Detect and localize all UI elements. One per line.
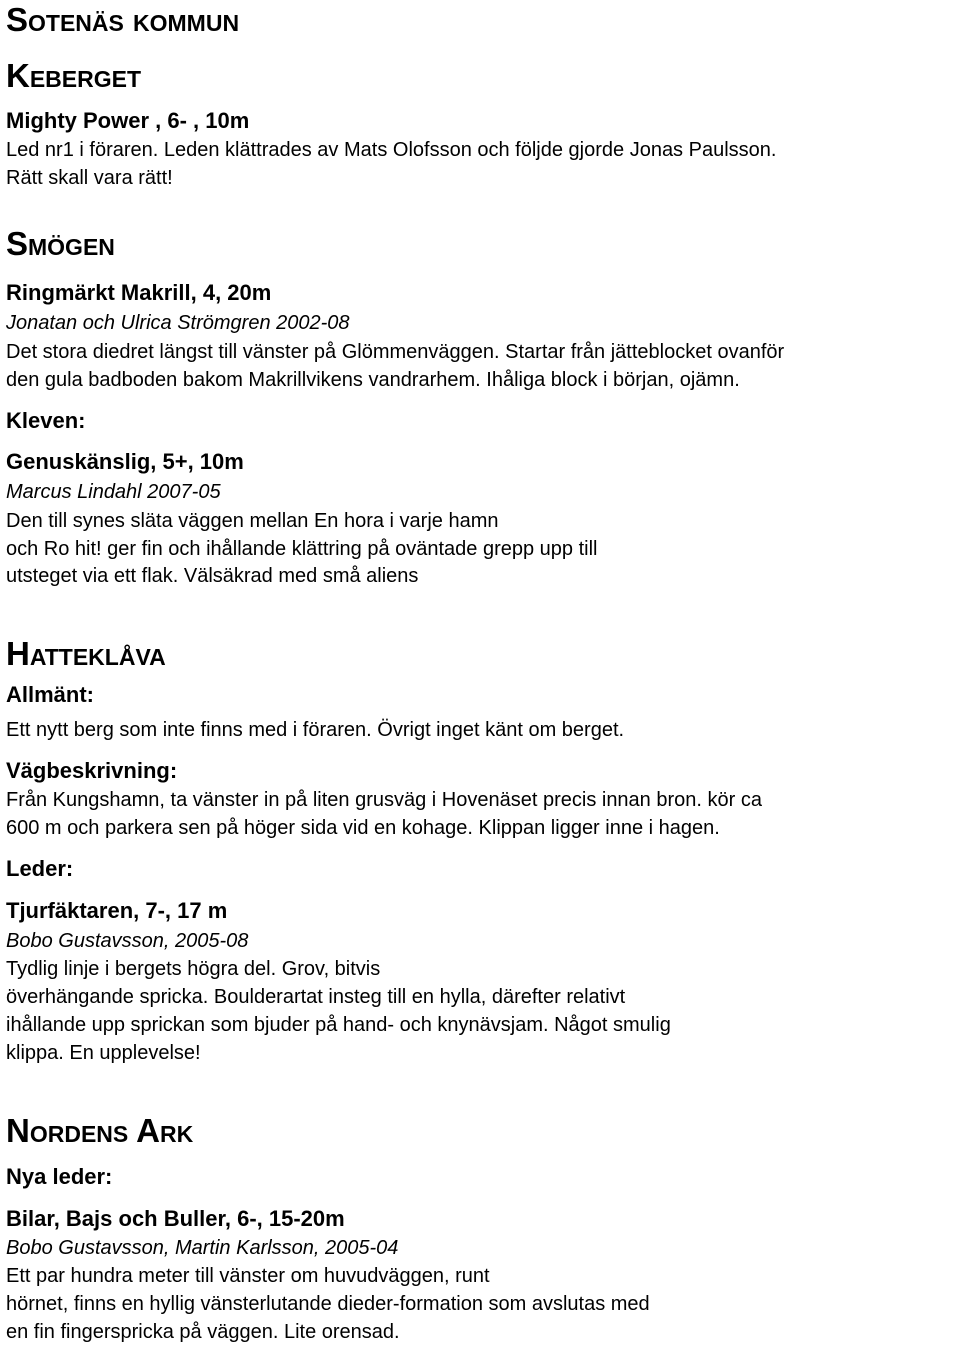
route-description-line: och Ro hit! ger fin och ihållande klättring på oväntade grepp upp till <box>6 538 598 560</box>
route-description-line: ihållande upp sprickan som bjuder på hand- och knynävsjam. Något smulig <box>6 1014 671 1036</box>
section-heading-nordens-ark: Nordens Ark <box>6 1112 194 1149</box>
page-title: Sotenäs kommun <box>6 1 240 38</box>
route-description-line: Ett par hundra meter till vänster om huvudväggen, runt <box>6 1265 490 1287</box>
label-directions: Vägbeskrivning: <box>6 758 178 783</box>
route-description-line: Den till synes släta väggen mellan En hora i varje hamn <box>6 510 499 532</box>
route-description-line: Tydlig linje i bergets högra del. Grov, bitvis <box>6 958 381 980</box>
section-heading-hatteklava: Hatteklåva <box>6 635 166 672</box>
route-description-line: överhängande spricka. Boulderartat insteg till en hylla, därefter relativt <box>6 986 626 1008</box>
route-description-line: den gula badboden bakom Makrillvikens vandrarhem. Ihåliga block i början, ojämn. <box>6 369 740 391</box>
route-first-ascent: Bobo Gustavsson, 2005-08 <box>6 930 249 952</box>
route-description-line: klippa. En upplevelse! <box>6 1042 201 1064</box>
route-description-line: Rätt skall vara rätt! <box>6 167 173 189</box>
route-first-ascent: Bobo Gustavsson, Martin Karlsson, 2005-04 <box>6 1237 399 1259</box>
subsection-heading-kleven: Kleven: <box>6 408 86 433</box>
label-general: Allmänt: <box>6 682 94 707</box>
general-text: Ett nytt berg som inte finns med i föraren. Övrigt inget känt om berget. <box>6 719 625 741</box>
route-name: Genuskänslig, 5+, 10m <box>6 449 244 474</box>
label-routes: Leder: <box>6 856 74 881</box>
route-name: Mighty Power , 6- , 10m <box>6 108 250 133</box>
directions-line: Från Kungshamn, ta vänster in på liten grusväg i Hovenäset precis innan bron. kör ca <box>6 789 762 811</box>
route-first-ascent: Jonatan och Ulrica Strömgren 2002-08 <box>6 312 350 334</box>
route-description-line: en fin fingerspricka på väggen. Lite orensad. <box>6 1321 400 1343</box>
label-new-routes: Nya leder: <box>6 1164 113 1189</box>
section-heading-smogen: Smögen <box>6 225 115 262</box>
section-heading-keberget: Keberget <box>6 57 142 94</box>
directions-line: 600 m och parkera sen på höger sida vid en kohage. Klippan ligger inne i hagen. <box>6 817 720 839</box>
route-description-line: Led nr1 i föraren. Leden klättrades av Mats Olofsson och följde gjorde Jonas Paulsson. <box>6 139 777 161</box>
route-description-line: hörnet, finns en hyllig vänsterlutande dieder-formation som avslutas med <box>6 1293 650 1315</box>
route-name: Ringmärkt Makrill, 4, 20m <box>6 280 272 305</box>
route-description-line: utsteget via ett flak. Välsäkrad med små aliens <box>6 565 419 587</box>
route-first-ascent: Marcus Lindahl 2007-05 <box>6 481 221 503</box>
route-name: Tjurfäktaren, 7-, 17 m <box>6 898 228 923</box>
route-name: Bilar, Bajs och Buller, 6-, 15-20m <box>6 1206 345 1231</box>
route-description-line: Det stora diedret längst till vänster på Glömmenväggen. Startar från jätteblocket ovanför <box>6 341 785 363</box>
